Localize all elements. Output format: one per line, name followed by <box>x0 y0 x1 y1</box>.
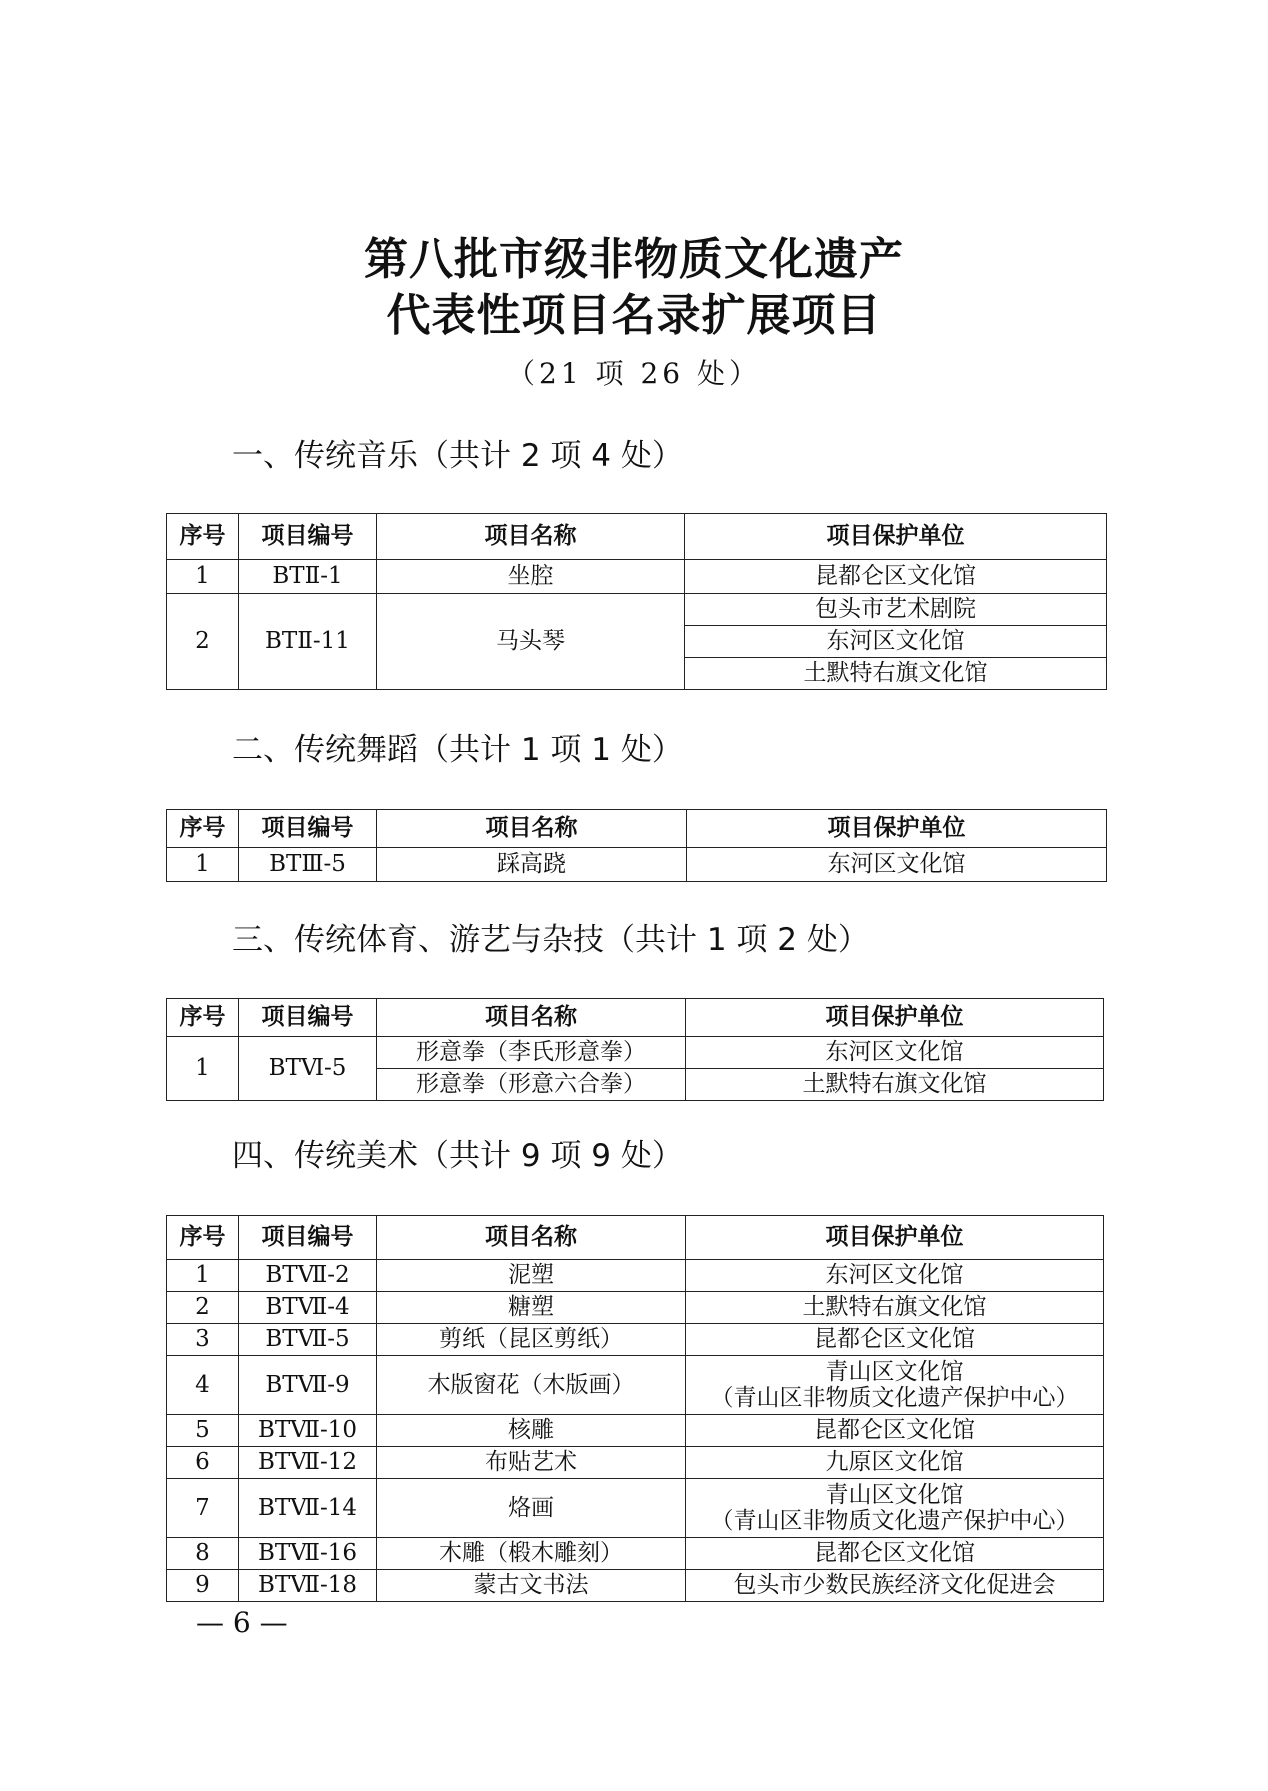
cell-seq: 8 <box>167 1538 239 1570</box>
cell-seq: 6 <box>167 1447 239 1479</box>
header-name: 项目名称 <box>377 1216 686 1260</box>
cell-unit: 土默特右旗文化馆 <box>685 658 1107 690</box>
cell-name: 木雕（椴木雕刻） <box>377 1538 686 1570</box>
header-unit: 项目保护单位 <box>687 810 1107 848</box>
header-seq: 序号 <box>167 999 239 1037</box>
cell-name: 马头琴 <box>377 594 685 690</box>
section-heading-music: 一、传统音乐（共计 2 项 4 处） <box>232 438 683 474</box>
table-row <box>167 1356 1104 1415</box>
cell-unit: 土默特右旗文化馆 <box>686 1292 1104 1324</box>
cell-seq: 2 <box>167 594 239 690</box>
table-row <box>167 1260 1104 1292</box>
cell-unit-line-1: 青山区文化馆 <box>825 1481 964 1508</box>
header-name: 项目名称 <box>377 810 687 848</box>
cell-seq: 2 <box>167 1292 239 1324</box>
cell-code: BTⅦ-2 <box>239 1260 377 1292</box>
cell-seq: 1 <box>167 1260 239 1292</box>
cell-code: BTⅦ-14 <box>239 1479 377 1538</box>
cell-unit <box>686 1356 1104 1415</box>
cell-unit: 包头市艺术剧院 <box>685 594 1107 626</box>
table-music <box>166 513 1107 690</box>
cell-seq: 1 <box>167 1037 239 1101</box>
header-code: 项目编号 <box>239 514 377 560</box>
table-row <box>167 1538 1104 1570</box>
cell-name: 布贴艺术 <box>377 1447 686 1479</box>
table-row <box>167 1324 1104 1356</box>
table-art <box>166 1215 1104 1602</box>
table-row <box>167 1415 1104 1447</box>
cell-unit: 东河区文化馆 <box>685 626 1107 658</box>
cell-code: BTⅦ-9 <box>239 1356 377 1415</box>
header-code: 项目编号 <box>239 810 377 848</box>
table-row <box>167 560 1107 594</box>
cell-unit: 东河区文化馆 <box>686 1260 1104 1292</box>
cell-unit: 土默特右旗文化馆 <box>686 1069 1104 1101</box>
cell-name: 踩高跷 <box>377 848 687 882</box>
cell-unit: 昆都仑区文化馆 <box>686 1324 1104 1356</box>
table-dance <box>166 809 1107 882</box>
table-row <box>167 1447 1104 1479</box>
table-row <box>167 1479 1104 1538</box>
cell-seq: 1 <box>167 848 239 882</box>
cell-name: 木版窗花（木版画） <box>377 1356 686 1415</box>
cell-unit <box>686 1479 1104 1538</box>
header-name: 项目名称 <box>377 999 686 1037</box>
header-unit: 项目保护单位 <box>686 1216 1104 1260</box>
header-unit: 项目保护单位 <box>686 999 1104 1037</box>
cell-seq: 3 <box>167 1324 239 1356</box>
cell-unit: 昆都仑区文化馆 <box>686 1415 1104 1447</box>
cell-unit: 昆都仑区文化馆 <box>686 1538 1104 1570</box>
cell-seq: 1 <box>167 560 239 594</box>
section-heading-art: 四、传统美术（共计 9 项 9 处） <box>232 1138 683 1174</box>
cell-unit: 包头市少数民族经济文化促进会 <box>686 1570 1104 1602</box>
cell-code: BTⅦ-12 <box>239 1447 377 1479</box>
cell-code: BTⅦ-16 <box>239 1538 377 1570</box>
cell-name: 剪纸（昆区剪纸） <box>377 1324 686 1356</box>
cell-name: 泥塑 <box>377 1260 686 1292</box>
cell-code: BTⅢ-5 <box>239 848 377 882</box>
section-heading-sports: 三、传统体育、游艺与杂技（共计 1 项 2 处） <box>232 922 869 958</box>
table-row <box>167 1037 1104 1069</box>
cell-name: 蒙古文书法 <box>377 1570 686 1602</box>
table-row <box>167 1292 1104 1324</box>
header-seq: 序号 <box>167 810 239 848</box>
header-unit: 项目保护单位 <box>685 514 1107 560</box>
page-subtitle: （21 项 26 处） <box>507 357 761 390</box>
header-code: 项目编号 <box>239 1216 377 1260</box>
table-row <box>167 848 1107 882</box>
cell-unit: 东河区文化馆 <box>687 848 1107 882</box>
header-name: 项目名称 <box>377 514 685 560</box>
cell-code: BTⅦ-5 <box>239 1324 377 1356</box>
cell-name: 形意拳（形意六合拳） <box>377 1069 686 1101</box>
cell-seq: 5 <box>167 1415 239 1447</box>
cell-seq: 4 <box>167 1356 239 1415</box>
cell-unit-line-1: 青山区文化馆 <box>825 1358 964 1385</box>
cell-name: 糖塑 <box>377 1292 686 1324</box>
cell-name: 烙画 <box>377 1479 686 1538</box>
cell-unit-line-2: （青山区非物质文化遗产保护中心） <box>710 1508 1079 1534</box>
table-row <box>167 594 1107 626</box>
table-row <box>167 1570 1104 1602</box>
cell-code: BTⅦ-10 <box>239 1415 377 1447</box>
cell-code: BTⅥ-5 <box>239 1037 377 1101</box>
cell-code: BTⅡ-11 <box>239 594 377 690</box>
cell-name: 形意拳（李氏形意拳） <box>377 1037 686 1069</box>
section-heading-dance: 二、传统舞蹈（共计 1 项 1 处） <box>232 732 683 768</box>
cell-seq: 7 <box>167 1479 239 1538</box>
header-seq: 序号 <box>167 1216 239 1260</box>
cell-name: 坐腔 <box>377 560 685 594</box>
cell-unit: 东河区文化馆 <box>686 1037 1104 1069</box>
page-title-line-2: 代表性项目名录扩展项目 <box>386 290 882 341</box>
cell-code: BTⅡ-1 <box>239 560 377 594</box>
cell-code: BTⅦ-18 <box>239 1570 377 1602</box>
cell-unit: 九原区文化馆 <box>686 1447 1104 1479</box>
cell-unit-line-2: （青山区非物质文化遗产保护中心） <box>710 1385 1079 1411</box>
table-sports <box>166 998 1104 1101</box>
page-title-line-1: 第八批市级非物质文化遗产 <box>364 234 904 285</box>
header-code: 项目编号 <box>239 999 377 1037</box>
page-number: — 6 — <box>196 1606 288 1639</box>
cell-name: 核雕 <box>377 1415 686 1447</box>
cell-code: BTⅦ-4 <box>239 1292 377 1324</box>
header-seq: 序号 <box>167 514 239 560</box>
cell-unit: 昆都仑区文化馆 <box>685 560 1107 594</box>
cell-seq: 9 <box>167 1570 239 1602</box>
